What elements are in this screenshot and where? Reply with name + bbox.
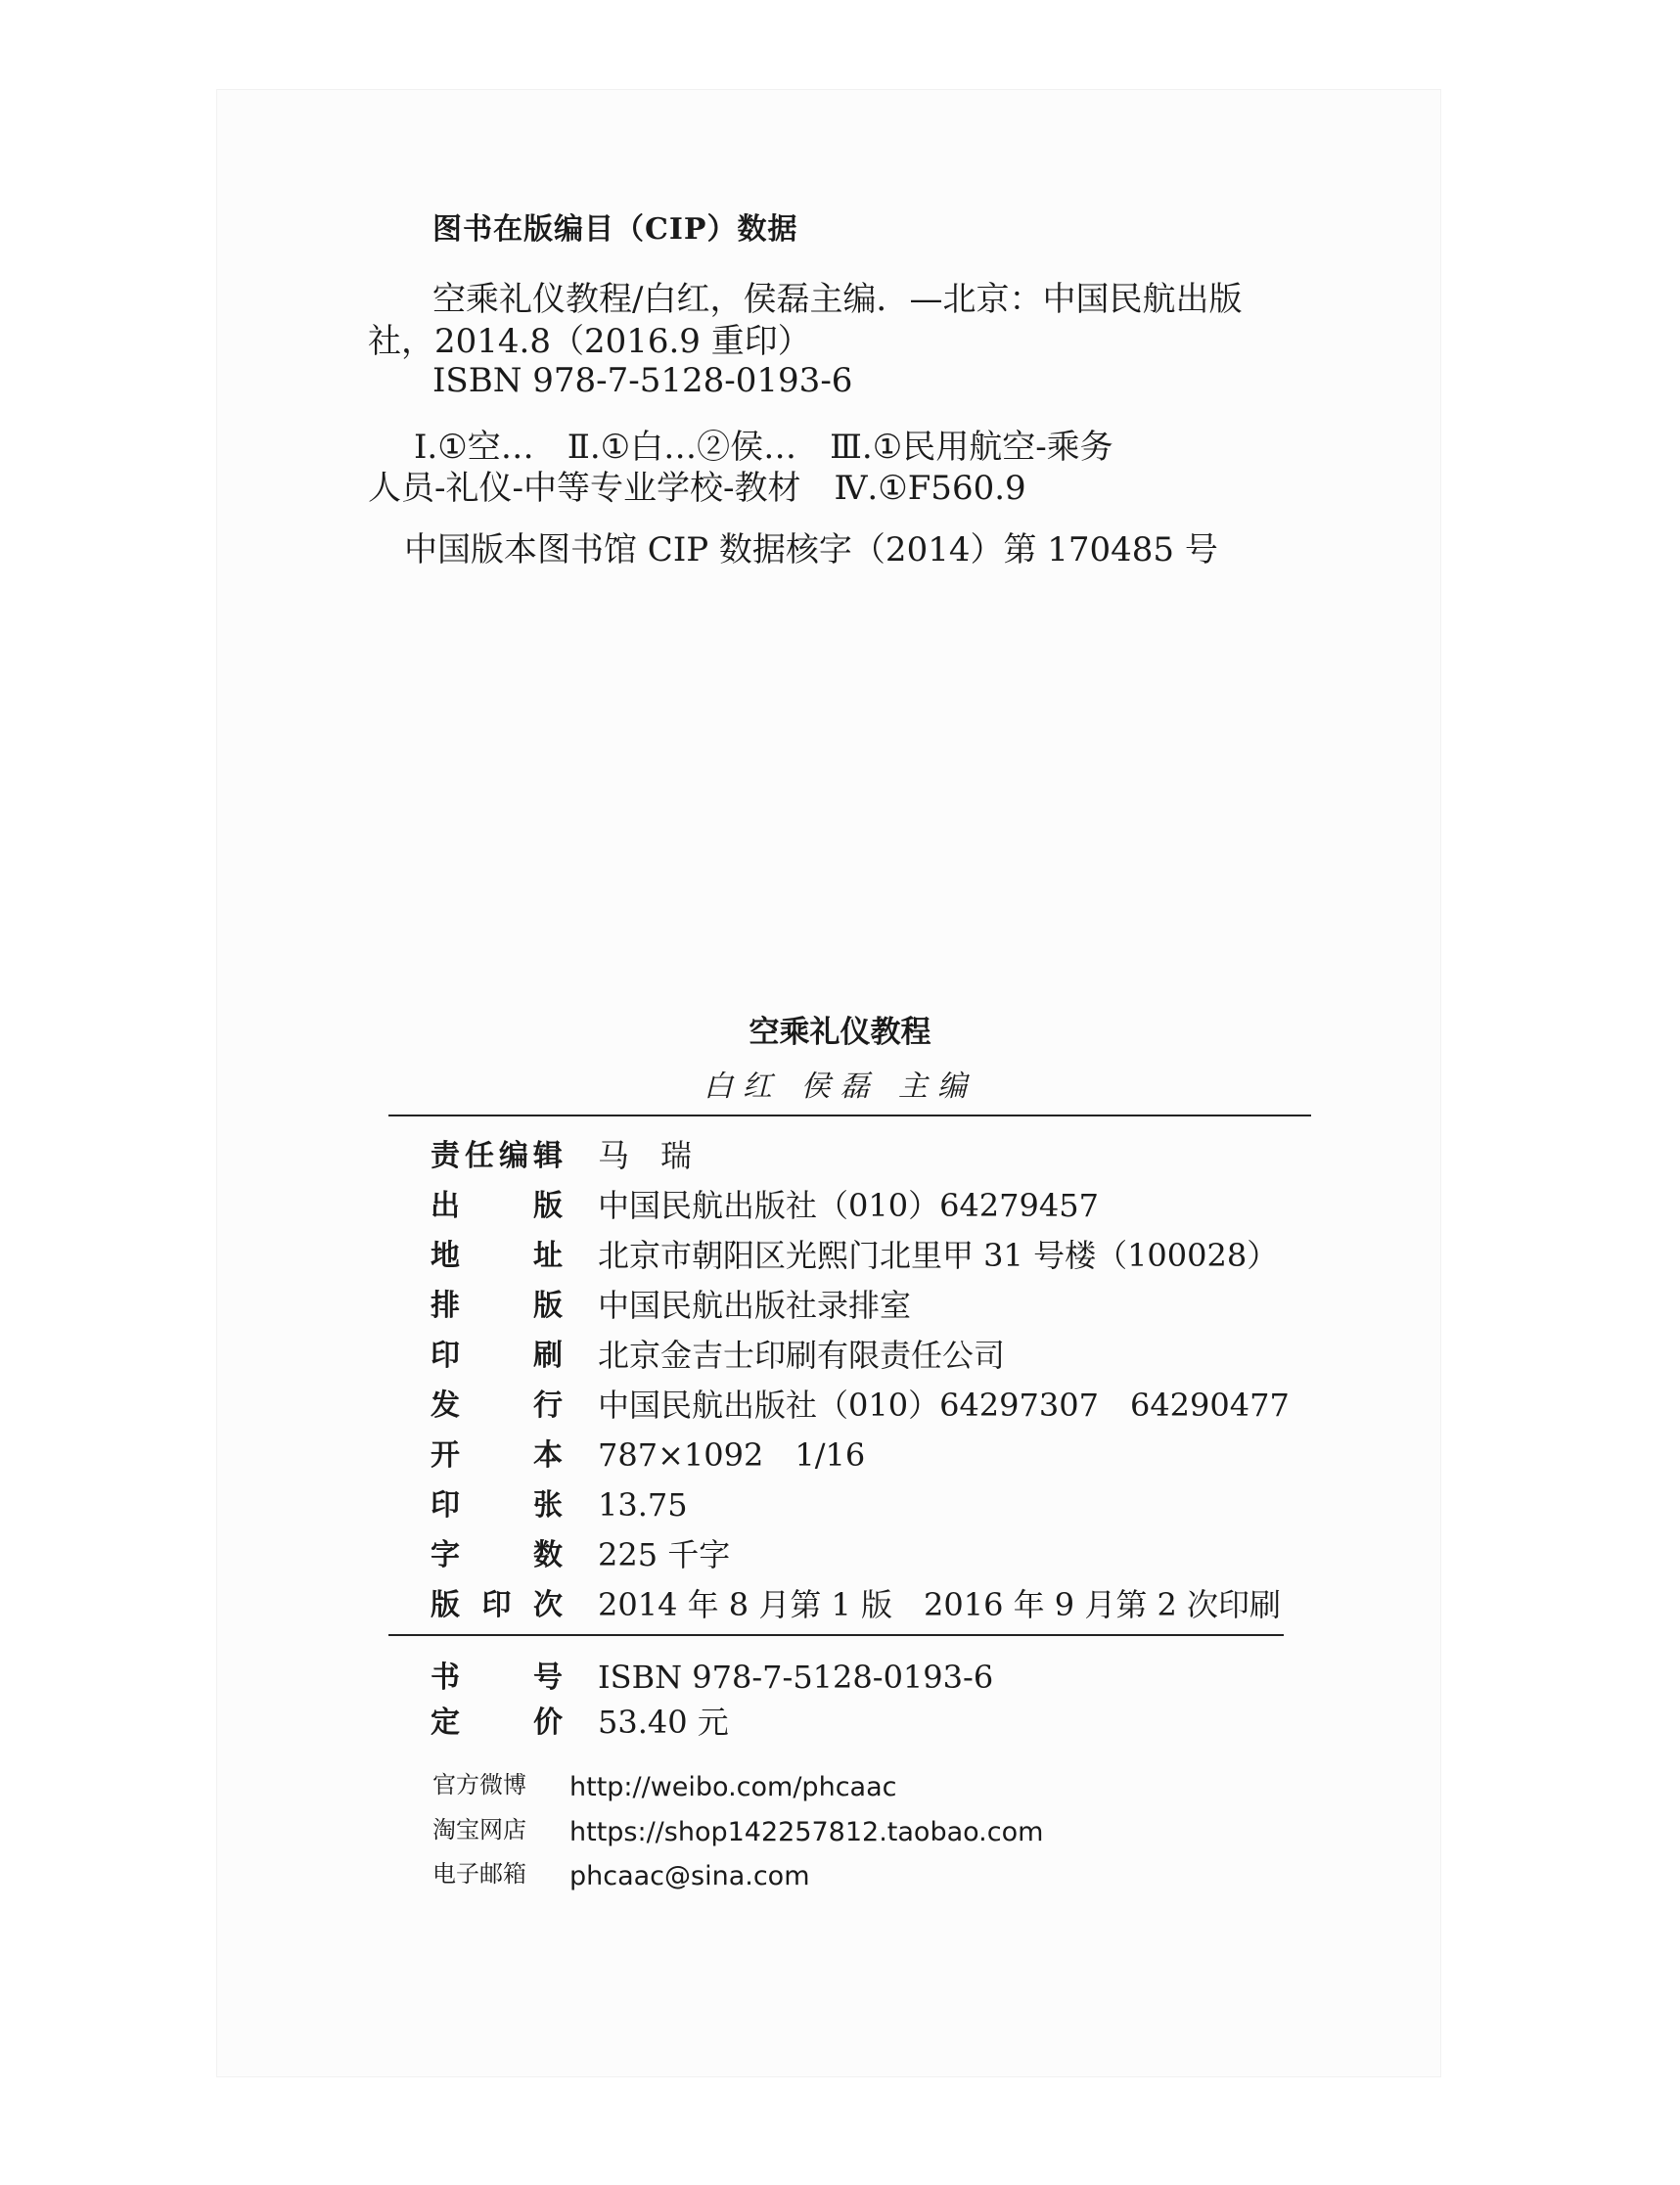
detail-label-editor: 责 任 编 辑	[431, 1139, 563, 1173]
detail-label-format: 开 本	[431, 1438, 563, 1473]
cip-line-6: 中国版本图书馆 CIP 数据核字（2014）第 170485 号	[404, 530, 1218, 569]
contact-label-taobao: 淘宝网店	[432, 1816, 526, 1844]
detail-bottom-rule	[388, 1634, 1284, 1636]
contact-label-weibo: 官方微博	[432, 1771, 526, 1798]
cip-line-4: Ⅰ.①空… Ⅱ.①白…②侯… Ⅲ.①民用航空-乘务	[414, 428, 1113, 467]
detail-value-editor: 马 瑞	[598, 1137, 693, 1174]
cip-line-1: 空乘礼仪教程/白红，侯磊主编．—北京：中国民航出版	[432, 280, 1243, 319]
detail-label-address: 地 址	[431, 1239, 563, 1273]
detail-value-address: 北京市朝阳区光熙门北里甲 31 号楼（100028）	[598, 1237, 1279, 1274]
detail-label-wordcount: 字 数	[431, 1538, 563, 1572]
detail-label-sheets: 印 张	[431, 1488, 563, 1523]
pricing-value-isbn: ISBN 978-7-5128-0193-6	[598, 1659, 994, 1696]
contact-value-weibo: http://weibo.com/phcaac	[569, 1772, 897, 1802]
book-editors: 白红 侯磊 主编	[703, 1070, 977, 1104]
cip-line-3: ISBN 978-7-5128-0193-6	[432, 361, 853, 400]
cip-line-2: 社，2014.8（2016.9 重印）	[368, 322, 811, 361]
cip-heading: 图书在版编目（CIP）数据	[432, 212, 798, 247]
cip-line-5: 人员-礼仪-中等专业学校-教材 Ⅳ.①F560.9	[368, 469, 1026, 508]
pricing-value-price: 53.40 元	[598, 1704, 729, 1741]
detail-label-distribution: 发 行	[431, 1388, 563, 1423]
detail-value-wordcount: 225 千字	[598, 1536, 731, 1573]
detail-label-typesetting: 排 版	[431, 1289, 563, 1323]
detail-top-rule	[388, 1115, 1311, 1116]
contact-value-email: phcaac@sina.com	[569, 1861, 810, 1891]
detail-value-sheets: 13.75	[598, 1486, 688, 1524]
detail-value-distribution: 中国民航出版社（010）64297307 64290477	[598, 1387, 1290, 1424]
detail-label-publisher: 出 版	[431, 1189, 563, 1223]
detail-value-printing: 北京金吉士印刷有限责任公司	[598, 1337, 1006, 1374]
detail-value-typesetting: 中国民航出版社录排室	[598, 1287, 912, 1324]
detail-label-printing: 印 刷	[431, 1339, 563, 1373]
pricing-label-price: 定 价	[431, 1706, 563, 1740]
book-title: 空乘礼仪教程	[749, 1015, 931, 1050]
contact-label-email: 电子邮箱	[432, 1860, 526, 1888]
detail-value-edition: 2014 年 8 月第 1 版 2016 年 9 月第 2 次印刷	[598, 1586, 1282, 1623]
pricing-label-isbn: 书 号	[431, 1661, 563, 1695]
detail-value-format: 787×1092 1/16	[598, 1436, 866, 1474]
detail-value-publisher: 中国民航出版社（010）64279457	[598, 1187, 1099, 1224]
detail-label-edition: 版 印 次	[431, 1588, 563, 1622]
contact-value-taobao: https://shop142257812.taobao.com	[569, 1817, 1044, 1847]
